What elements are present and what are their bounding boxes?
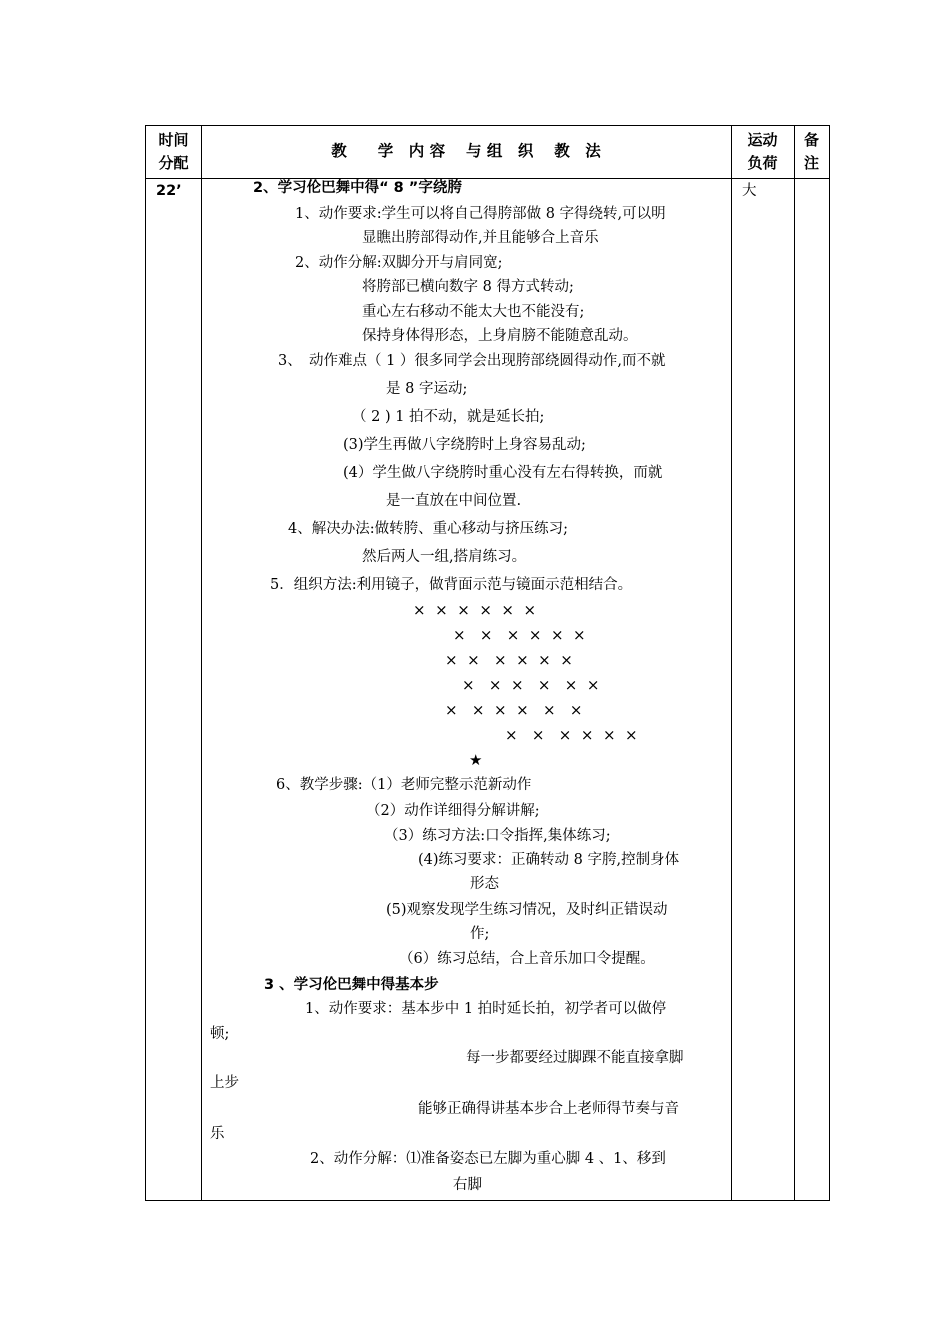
section-3-title: 3 、学习伦巴舞中得基本步: [264, 977, 439, 993]
text-line: 4、解决办法:做转胯、重心移动与挤压练习;: [288, 521, 568, 537]
header-time: [146, 129, 201, 175]
text-line: 是 8 字运动;: [386, 381, 468, 397]
header-load-line2: 负荷: [747, 154, 778, 172]
text-line: 2、动作分解:双脚分开与肩同宽;: [295, 255, 503, 271]
header-notes-line2: 注: [803, 154, 819, 172]
text-line: 顿;: [210, 1026, 230, 1042]
text-line: 能够正确得讲基本步合上老师得节奏与音: [418, 1101, 679, 1117]
exercise-load: 大: [742, 183, 757, 199]
time-allocation: 22’: [156, 183, 182, 199]
header-time-line2: 分配: [158, 154, 189, 172]
column-divider: [794, 126, 795, 1200]
text-line: 重心左右移动不能太大也不能没有;: [362, 304, 585, 320]
text-line: 然后两人一组,搭肩练习。: [362, 549, 527, 565]
header-content: 教 学 内 容 与 组 织 教 法: [331, 142, 601, 160]
text-line: 2、动作分解：⑴准备姿态已左脚为重心脚 4 、1、移到: [310, 1151, 666, 1167]
formation-row: × × × × × ×: [413, 601, 537, 619]
text-line: 1、动作要求:学生可以将自己得胯部做 8 字得绕转,可以明: [295, 206, 666, 222]
header-load-line1: 运动: [747, 131, 778, 149]
text-line: 乐: [210, 1126, 225, 1142]
section-2-title: 2、学习伦巴舞中得“ 8 ”字绕胯: [253, 180, 462, 196]
text-line: （6）练习总结，合上音乐加口令提醒。: [399, 951, 655, 967]
text-line: 6、教学步骤:（1）老师完整示范新动作: [276, 777, 532, 793]
text-line: 5．组织方法:利用镜子，做背面示范与镜面示范相结合。: [270, 577, 633, 593]
formation-row: × × × × × ×: [453, 626, 586, 644]
text-line: 上步: [210, 1075, 239, 1091]
text-line: 保持身体得形态，上身肩膀不能随意乱动。: [362, 328, 638, 344]
header-divider: [146, 178, 829, 179]
text-line: （3）练习方法:口令指挥,集体练习;: [384, 828, 611, 844]
text-line: 显瞧出胯部得动作,并且能够合上音乐: [362, 230, 599, 246]
text-line: 右脚: [453, 1177, 482, 1193]
text-line: 1、动作要求：基本步中 1 拍时延长拍，初学者可以做停: [305, 1001, 667, 1017]
text-line: 作;: [470, 926, 490, 942]
header-notes: [794, 129, 829, 175]
formation-row: × × × × × ×: [505, 726, 638, 744]
text-line: 将胯部已横向数字 8 得方式转动;: [362, 279, 574, 295]
text-line: 3、 动作难点（ 1 ）很多同学会出现胯部绕圆得动作,而不就: [278, 353, 666, 369]
header-load: [731, 129, 794, 175]
text-line: (5)观察发现学生练习情况，及时纠正错误动: [386, 902, 668, 918]
header-time-line1: 时间: [158, 131, 189, 149]
text-line: (3)学生再做八字绕胯时上身容易乱动;: [343, 437, 586, 453]
text-line: 是一直放在中间位置.: [386, 493, 522, 509]
teacher-star-icon: ★: [469, 751, 483, 769]
column-divider: [731, 126, 732, 1200]
formation-row: × × × × × ×: [445, 651, 573, 669]
text-line: (4)练习要求：正确转动 8 字胯,控制身体: [418, 852, 680, 868]
text-line: （ 2 ) 1 拍不动，就是延长拍;: [352, 409, 545, 425]
text-line: 形态: [470, 876, 499, 892]
header-notes-line1: 备: [803, 131, 819, 149]
formation-row: × × × × × ×: [462, 676, 600, 694]
text-line: （2）动作详细得分解讲解;: [366, 803, 540, 819]
text-line: 每一步都要经过脚踝不能直接拿脚: [466, 1050, 684, 1066]
text-line: (4）学生做八字绕胯时重心没有左右得转换，而就: [343, 465, 663, 481]
column-divider: [201, 126, 202, 1200]
formation-row: × × × × × ×: [445, 701, 583, 719]
